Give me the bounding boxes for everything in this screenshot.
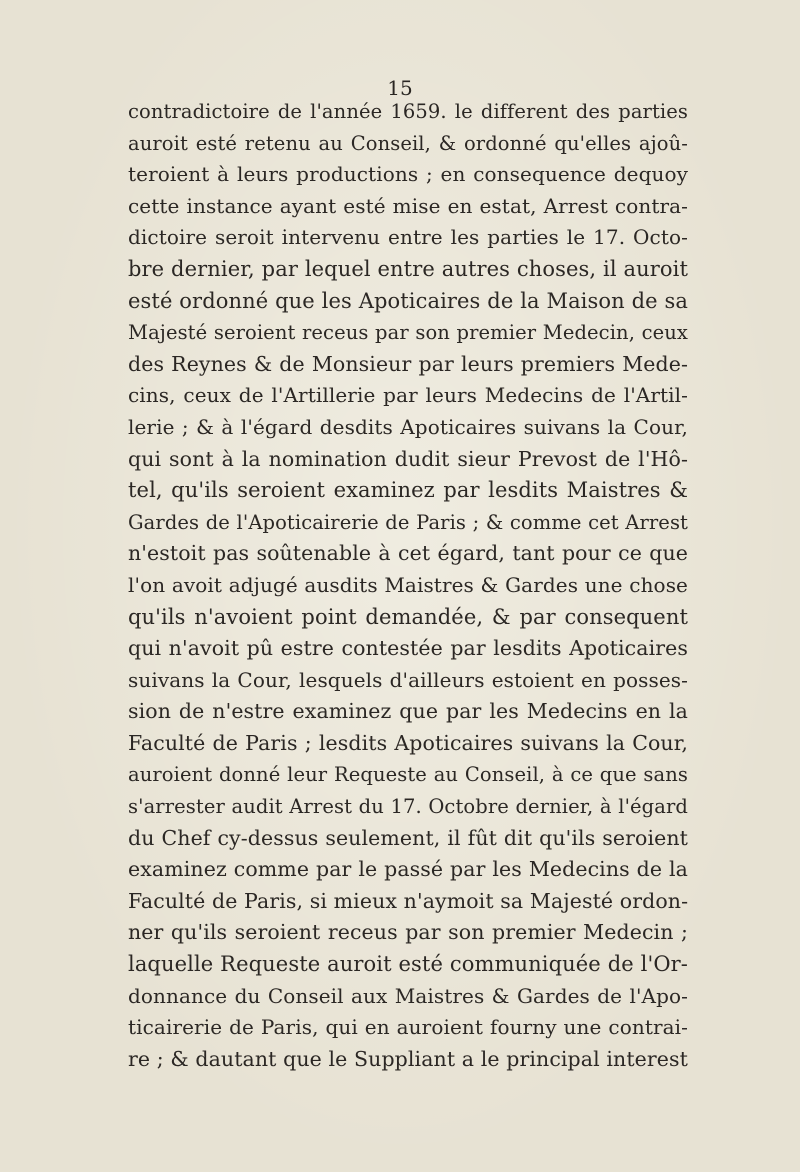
text-line: n'estoit pas soûtenable à cet égard, tant pour ce que	[128, 541, 688, 566]
text-line: ticairerie de Paris, qui en auroient fourny une contrai-	[128, 1015, 688, 1040]
text-line: qu'ils n'avoient point demandée, & par consequent	[128, 604, 688, 629]
text-line: du Chef cy-dessus seulement, il fût dit qu'ils seroient	[128, 825, 688, 850]
text-line: lerie ; & à l'égard desdits Apoticaires suivans la Cour,	[128, 414, 688, 439]
text-line: re ; & dautant que le Suppliant a le principal interest	[128, 1046, 688, 1071]
text-line: cette instance ayant esté mise en estat, Arrest contra-	[128, 193, 688, 218]
text-line: sion de n'estre examinez que par les Medecins en la	[128, 699, 688, 724]
text-line: ner qu'ils seroient receus par son premier Medecin ;	[128, 920, 688, 945]
text-line: auroit esté retenu au Conseil, & ordonné qu'elles ajoû-	[128, 131, 688, 155]
text-line: qui sont à la nomination dudit sieur Prevost de l'Hô-	[128, 446, 688, 471]
text-line: Gardes de l'Apoticairerie de Paris ; & comme cet Arrest	[128, 510, 688, 534]
text-line: donnance du Conseil aux Maistres & Gardes de l'Apo-	[128, 983, 688, 1008]
text-line: tel, qu'ils seroient examinez par lesdits Maistres &	[128, 478, 688, 503]
text-line: Faculté de Paris ; lesdits Apoticaires suivans la Cour,	[128, 730, 688, 755]
text-line: s'arrester audit Arrest du 17. Octobre dernier, à l'égard	[128, 795, 688, 819]
text-line: esté ordonné que les Apoticaires de la Maison de sa	[128, 288, 688, 313]
text-line: examinez comme par le passé par les Medecins de la	[128, 857, 688, 882]
page-number: 15	[387, 76, 413, 100]
text-line: l'on avoit adjugé ausdits Maistres & Gardes une chose	[128, 572, 688, 597]
text-line: Faculté de Paris, si mieux n'aymoit sa Majesté ordon-	[128, 888, 688, 913]
text-line: laquelle Requeste auroit esté communiquée de l'Or-	[128, 952, 688, 977]
text-line: dictoire seroit intervenu entre les parties le 17. Octo-	[128, 225, 688, 250]
text-line: cins, ceux de l'Artillerie par leurs Medecins de l'Artil-	[128, 383, 688, 408]
text-line: des Reynes & de Monsieur par leurs premiers Mede-	[128, 351, 688, 376]
text-line: qui n'avoit pû estre contestée par lesdits Apoticaires	[128, 636, 688, 661]
body-text	[128, 96, 688, 1075]
text-line: suivans la Cour, lesquels d'ailleurs estoient en posses-	[128, 667, 688, 692]
text-line: Majesté seroient receus par son premier Medecin, ceux	[128, 321, 688, 345]
text-line: contradictoire de l'année 1659. le different des parties	[128, 100, 688, 123]
text-line: teroient à leurs productions ; en consequence dequoy	[128, 162, 688, 187]
text-line: auroient donné leur Requeste au Conseil, à ce que sans	[128, 763, 688, 787]
text-line: bre dernier, par lequel entre autres choses, il auroit	[128, 256, 688, 281]
